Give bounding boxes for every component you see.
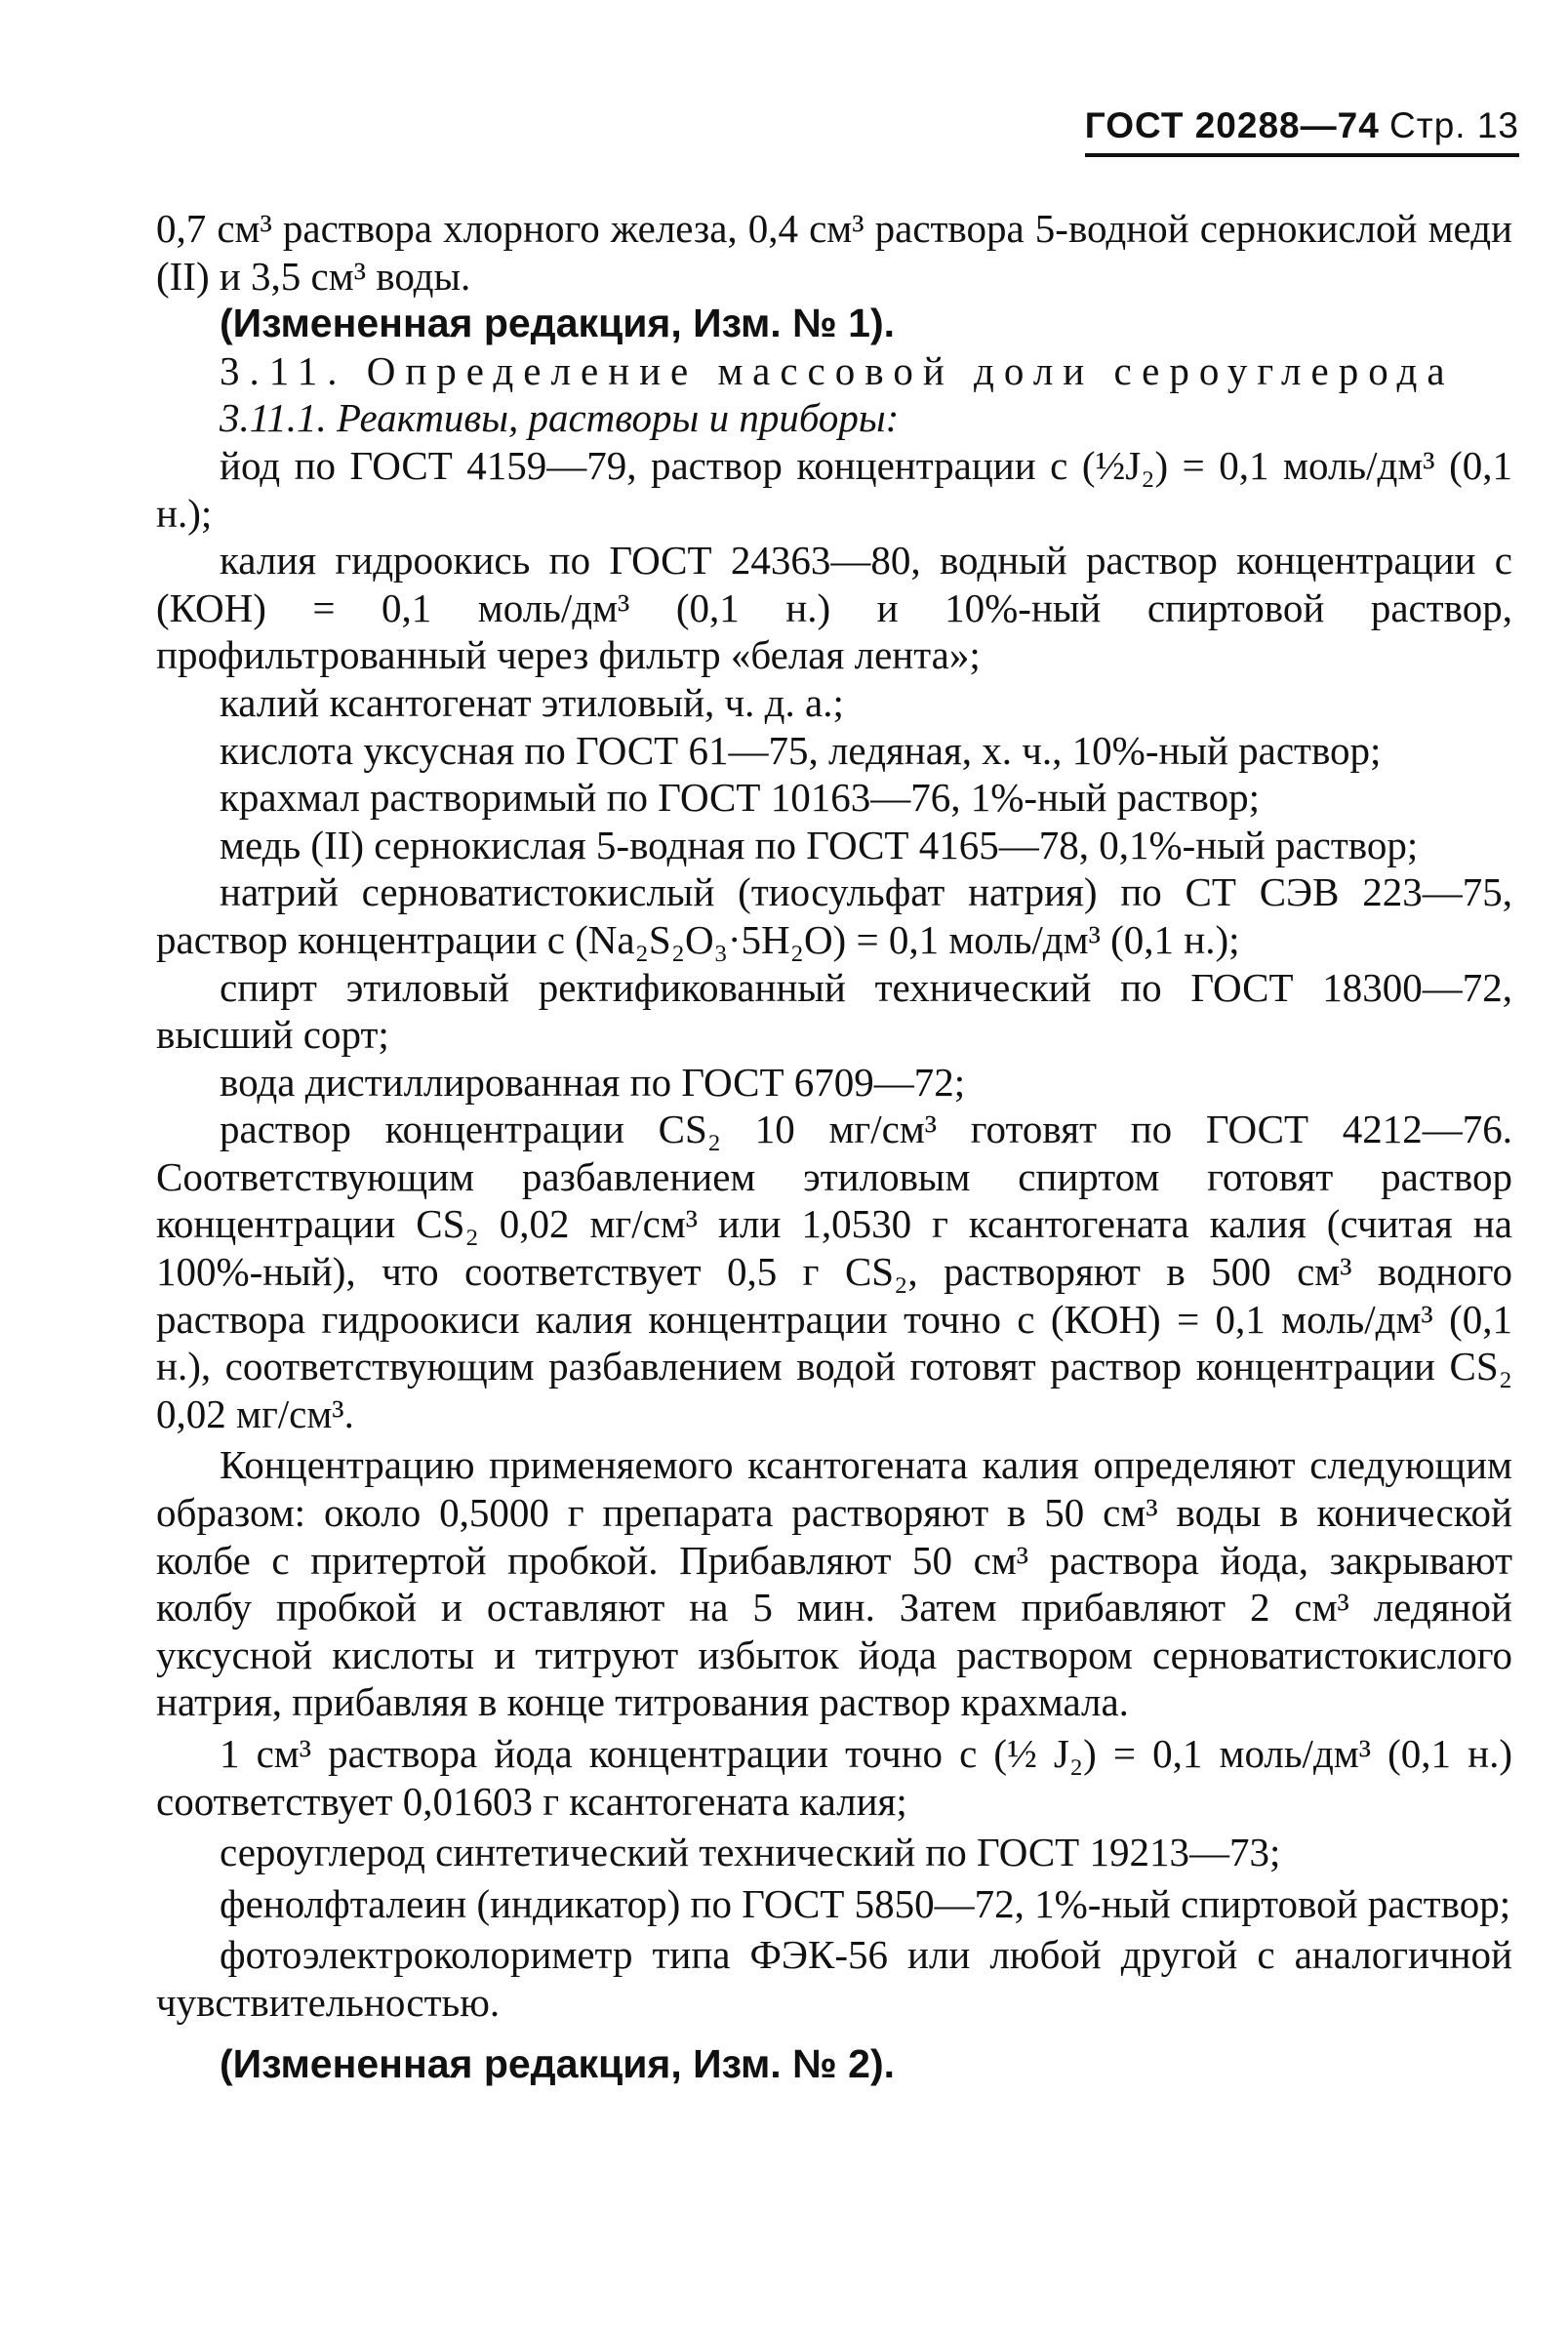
section-heading: 3.11. Определение массовой доли сероуглерода [220,347,1455,393]
page-number: Стр. 13 [1389,105,1519,145]
paragraph: 1 см³ раствора йода концентрации точно c (½ J₂) = 0,1 моль/дм³ (0,1 н.) соответствует 0,01603 г ксантогената калия; [156,1731,1512,1824]
standard-code: ГОСТ 20288—74 [1084,105,1380,145]
reagent-item: спирт этиловый ректификованный технический по ГОСТ 18300—72, высший сорт; [156,964,1512,1058]
reagent-item: крахмал растворимый по ГОСТ 10163—76, 1%-ный раствор; [220,775,1260,821]
subsection-heading: 3.11.1. Реактивы, растворы и приборы: [220,395,900,441]
reagent-item: калия гидроокись по ГОСТ 24363—80, водный раствор концентрации c (КОН) = 0,1 моль/дм³ (0,1 н.) и 10%-ный спиртовой раствор, профильтрованный через фильтр «белая лента»; [156,538,1512,678]
reagent-item: фенолфталеин (индикатор) по ГОСТ 5850—72, 1%-ный спиртовой раствор; [220,1880,1511,1926]
amendment-note: (Измененная редакция, Изм. № 2). [220,2040,896,2086]
document-body [156,205,1512,2087]
amendment-note: (Измененная редакция, Изм. № 1). [220,301,896,346]
reagent-item: натрий серноватистокислый (тиосульфат натрия) по СТ СЭВ 223—75, раствор концентрации c (Na₂S₂O₃·5H₂O) = 0,1 моль/дм³ (0,1 н.); [156,869,1512,962]
reagent-item: кислота уксусная по ГОСТ 61—75, ледяная, х. ч., 10%-ный раствор; [220,727,1382,773]
reagent-item: раствор концентрации CS₂ 10 мг/см³ готовят по ГОСТ 4212—76. Соответствующим разбавлением этиловым спиртом готовят раствор концентрации CS₂ 0,02 мг/см³ или 1,0530 г ксантогената калия (считая на 100%-ный), что соответствует 0,5 г CS₂, растворяют в 500 см³ водного раствора гидроокиси калия концентрации точно c (КОН) = 0,1 моль/дм³ (0,1 н.), соответствующим разбавлением водой готовят раствор концентрации CS₂ 0,02 мг/см³. [156,1107,1512,1436]
reagent-item: сероуглерод синтетический технический по ГОСТ 19213—73; [220,1830,1281,1875]
reagent-item: фотоэлектроколориметр типа ФЭК-56 или любой другой с аналогичной чувствительностью. [156,1932,1512,2025]
reagent-item: медь (II) сернокислая 5-водная по ГОСТ 4165—78, 0,1%-ный раствор; [220,822,1419,867]
paragraph: Концентрацию применяемого ксантогената калия определяют следующим образом: около 0,5000 г препарата растворяют в 50 см³ воды в конической колбе с притертой пробкой. Прибавляют 50 см³ раствора йода, закрывают колбу пробкой и оставляют на 5 мин. Затем прибавляют 2 см³ ледяной уксусной кислоты и титруют избыток йода раствором серноватистокислого натрия, прибавляя в конце титрования раствор крахмала. [156,1442,1512,1725]
page-header [1085,105,1519,157]
reagent-item: калий ксантогенат этиловый, ч. д. а.; [220,679,844,725]
reagent-item: йод по ГОСТ 4159—79, раствор концентрации c (½J₂) = 0,1 моль/дм³ (0,1 н.); [156,442,1512,536]
reagent-item: вода дистиллированная по ГОСТ 6709—72; [220,1059,966,1105]
paragraph: 0,7 см³ раствора хлорного железа, 0,4 см³ раствора 5-водной сернокислой меди (II) и 3,5 см³ воды. [156,206,1512,299]
